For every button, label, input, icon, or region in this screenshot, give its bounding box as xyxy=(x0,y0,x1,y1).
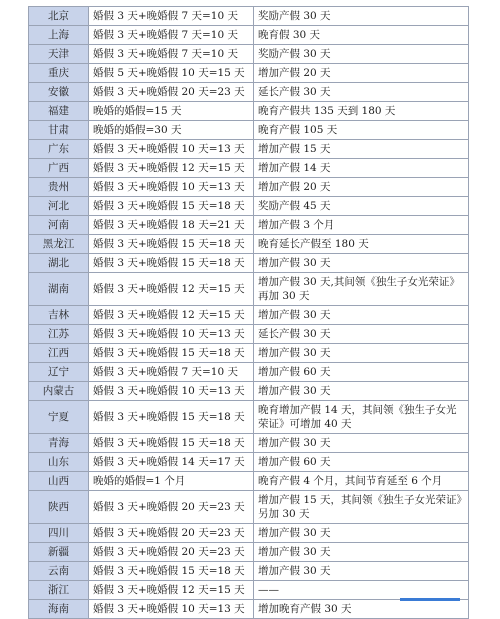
marriage-leave-cell: 婚假 3 天+晚婚假 18 天=21 天 xyxy=(89,216,254,235)
marriage-leave-cell: 婚假 3 天+晚婚假 15 天=18 天 xyxy=(89,401,254,434)
marriage-leave-cell: 婚假 3 天+晚婚假 20 天=23 天 xyxy=(89,543,254,562)
table-row xyxy=(29,140,469,159)
maternity-leave-cell: 奖励产假 30 天 xyxy=(254,7,469,26)
province-cell: 云南 xyxy=(29,562,89,581)
maternity-leave-cell: 增加产假 14 天 xyxy=(254,159,469,178)
marriage-leave-cell: 晚婚的婚假=30 天 xyxy=(89,121,254,140)
maternity-leave-cell: 晚育增加产假 14 天，其间领《独生子女光荣证》可增加 40 天 xyxy=(254,401,469,434)
marriage-leave-cell: 婚假 3 天+晚婚假 15 天=18 天 xyxy=(89,562,254,581)
province-cell: 安徽 xyxy=(29,83,89,102)
marriage-leave-cell: 婚假 3 天+晚婚假 7 天=10 天 xyxy=(89,7,254,26)
province-cell: 青海 xyxy=(29,434,89,453)
marriage-leave-cell: 婚假 3 天+晚婚假 15 天=18 天 xyxy=(89,235,254,254)
marriage-leave-cell: 婚假 3 天+晚婚假 10 天=13 天 xyxy=(89,600,254,619)
table-row xyxy=(29,159,469,178)
maternity-leave-cell: 奖励产假 45 天 xyxy=(254,197,469,216)
table-row xyxy=(29,102,469,121)
maternity-leave-cell: 晚育产假共 135 天到 180 天 xyxy=(254,102,469,121)
marriage-leave-cell: 婚假 3 天+晚婚假 15 天=18 天 xyxy=(89,434,254,453)
province-cell: 四川 xyxy=(29,524,89,543)
maternity-leave-cell: 增加产假 30 天 xyxy=(254,543,469,562)
province-cell: 海南 xyxy=(29,600,89,619)
marriage-leave-cell: 晚婚的婚假=15 天 xyxy=(89,102,254,121)
province-cell: 浙江 xyxy=(29,581,89,600)
maternity-leave-cell: 奖励产假 30 天 xyxy=(254,45,469,64)
table-row xyxy=(29,83,469,102)
marriage-leave-cell: 婚假 3 天+晚婚假 10 天=13 天 xyxy=(89,325,254,344)
province-cell: 重庆 xyxy=(29,64,89,83)
table-row xyxy=(29,254,469,273)
marriage-leave-cell: 婚假 3 天+晚婚假 12 天=15 天 xyxy=(89,306,254,325)
province-cell: 广西 xyxy=(29,159,89,178)
marriage-leave-cell: 婚假 3 天+晚婚假 10 天=13 天 xyxy=(89,140,254,159)
table-row xyxy=(29,581,469,600)
maternity-leave-cell: 增加产假 30 天 xyxy=(254,434,469,453)
table-row xyxy=(29,401,469,434)
province-cell: 陕西 xyxy=(29,491,89,524)
maternity-leave-cell: 增加产假 60 天 xyxy=(254,363,469,382)
maternity-leave-cell: 增加产假 15 天，其间领《独生子女光荣证》另加 30 天 xyxy=(254,491,469,524)
province-cell: 湖南 xyxy=(29,273,89,306)
marriage-leave-cell: 婚假 3 天+晚婚假 20 天=23 天 xyxy=(89,83,254,102)
table-row xyxy=(29,7,469,26)
province-cell: 甘肃 xyxy=(29,121,89,140)
maternity-leave-cell: 增加产假 20 天 xyxy=(254,64,469,83)
maternity-leave-cell: 晚育产假 4 个月，其间节育延至 6 个月 xyxy=(254,472,469,491)
maternity-leave-cell: 增加产假 30 天 xyxy=(254,254,469,273)
marriage-leave-cell: 婚假 5 天+晚婚假 10 天=15 天 xyxy=(89,64,254,83)
marriage-leave-cell: 晚婚的婚假=1 个月 xyxy=(89,472,254,491)
table-row xyxy=(29,472,469,491)
marriage-leave-cell: 婚假 3 天+晚婚假 15 天=18 天 xyxy=(89,254,254,273)
marriage-leave-cell: 婚假 3 天+晚婚假 7 天=10 天 xyxy=(89,45,254,64)
province-cell: 贵州 xyxy=(29,178,89,197)
province-cell: 新疆 xyxy=(29,543,89,562)
table-row xyxy=(29,45,469,64)
table-row xyxy=(29,344,469,363)
table-row xyxy=(29,325,469,344)
marriage-leave-cell: 婚假 3 天+晚婚假 7 天=10 天 xyxy=(89,26,254,45)
maternity-leave-cell: 增加晚育产假 30 天 xyxy=(254,600,469,619)
province-cell: 天津 xyxy=(29,45,89,64)
marriage-leave-cell: 婚假 3 天+晚婚假 14 天=17 天 xyxy=(89,453,254,472)
table-row xyxy=(29,178,469,197)
maternity-leave-cell: 延长产假 30 天 xyxy=(254,83,469,102)
province-cell: 河南 xyxy=(29,216,89,235)
maternity-leave-cell: 增加产假 30 天 xyxy=(254,306,469,325)
table-row xyxy=(29,273,469,306)
maternity-leave-cell: 增加产假 30 天 xyxy=(254,524,469,543)
table-row xyxy=(29,26,469,45)
marriage-leave-cell: 婚假 3 天+晚婚假 20 天=23 天 xyxy=(89,524,254,543)
maternity-leave-cell: 晚育产假 105 天 xyxy=(254,121,469,140)
marriage-leave-cell: 婚假 3 天+晚婚假 7 天=10 天 xyxy=(89,363,254,382)
maternity-leave-cell: 晚育假 30 天 xyxy=(254,26,469,45)
leave-policy-table xyxy=(28,6,469,619)
table-row xyxy=(29,382,469,401)
table-row xyxy=(29,363,469,382)
province-cell: 江西 xyxy=(29,344,89,363)
table-body xyxy=(29,7,469,619)
marriage-leave-cell: 婚假 3 天+晚婚假 12 天=15 天 xyxy=(89,159,254,178)
province-cell: 黑龙江 xyxy=(29,235,89,254)
table-row xyxy=(29,434,469,453)
maternity-leave-cell: —— xyxy=(254,581,469,600)
province-cell: 上海 xyxy=(29,26,89,45)
table-row xyxy=(29,600,469,619)
table-row xyxy=(29,64,469,83)
maternity-leave-cell: 增加产假 20 天 xyxy=(254,178,469,197)
table-row xyxy=(29,306,469,325)
marriage-leave-cell: 婚假 3 天+晚婚假 12 天=15 天 xyxy=(89,273,254,306)
bottom-accent-line xyxy=(400,598,460,601)
province-cell: 山东 xyxy=(29,453,89,472)
province-cell: 福建 xyxy=(29,102,89,121)
province-cell: 内蒙古 xyxy=(29,382,89,401)
maternity-leave-cell: 增加产假 15 天 xyxy=(254,140,469,159)
maternity-leave-cell: 增加产假 60 天 xyxy=(254,453,469,472)
maternity-leave-cell: 增加产假 3 个月 xyxy=(254,216,469,235)
table-row xyxy=(29,197,469,216)
maternity-leave-cell: 增加产假 30 天 xyxy=(254,562,469,581)
maternity-leave-cell: 增加产假 30 天 xyxy=(254,344,469,363)
maternity-leave-cell: 延长产假 30 天 xyxy=(254,325,469,344)
table-row xyxy=(29,562,469,581)
marriage-leave-cell: 婚假 3 天+晚婚假 20 天=23 天 xyxy=(89,491,254,524)
marriage-leave-cell: 婚假 3 天+晚婚假 10 天=13 天 xyxy=(89,178,254,197)
table-row xyxy=(29,524,469,543)
table-row xyxy=(29,216,469,235)
table-row xyxy=(29,453,469,472)
table-row xyxy=(29,491,469,524)
province-cell: 吉林 xyxy=(29,306,89,325)
marriage-leave-cell: 婚假 3 天+晚婚假 15 天=18 天 xyxy=(89,344,254,363)
table-row xyxy=(29,235,469,254)
province-cell: 江苏 xyxy=(29,325,89,344)
province-cell: 宁夏 xyxy=(29,401,89,434)
table-row xyxy=(29,543,469,562)
province-cell: 辽宁 xyxy=(29,363,89,382)
maternity-leave-cell: 增加产假 30 天,其间领《独生子女光荣证》再加 30 天 xyxy=(254,273,469,306)
maternity-leave-cell: 增加产假 30 天 xyxy=(254,382,469,401)
marriage-leave-cell: 婚假 3 天+晚婚假 12 天=15 天 xyxy=(89,581,254,600)
province-cell: 湖北 xyxy=(29,254,89,273)
marriage-leave-cell: 婚假 3 天+晚婚假 10 天=13 天 xyxy=(89,382,254,401)
province-cell: 北京 xyxy=(29,7,89,26)
maternity-leave-cell: 晚育延长产假至 180 天 xyxy=(254,235,469,254)
marriage-leave-cell: 婚假 3 天+晚婚假 15 天=18 天 xyxy=(89,197,254,216)
province-cell: 山西 xyxy=(29,472,89,491)
province-cell: 广东 xyxy=(29,140,89,159)
table-row xyxy=(29,121,469,140)
province-cell: 河北 xyxy=(29,197,89,216)
